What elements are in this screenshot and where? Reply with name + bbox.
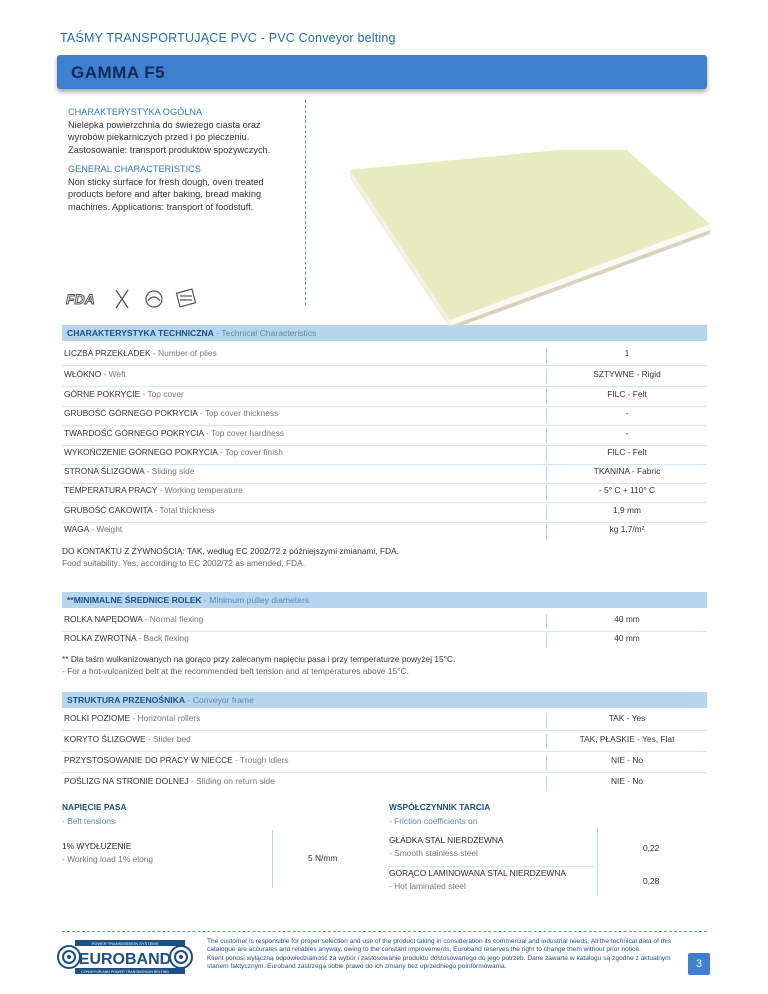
pulleys-title-en: - Minimum pulley diameters — [204, 595, 310, 605]
table-row: ROLKA NAPĘDOWA - Normal flexing 40 mm — [62, 614, 707, 632]
tension-value: 5 N/mm — [308, 853, 338, 863]
svg-text:CONVEYOR AND POWER TRANSMISSIO: CONVEYOR AND POWER TRANSMISSION BELTING — [81, 970, 169, 974]
svg-text:POWER TRANSMISSION SYSTEMS: POWER TRANSMISSION SYSTEMS — [91, 941, 159, 946]
euroband-logo — [57, 940, 193, 974]
friction-header — [389, 800, 707, 828]
table-row: TEMPERATURA PRACY - Working temperature - 5° C + 110° C — [62, 485, 707, 503]
table-row: KORYTO ŚLIZGOWE - Slider bed TAK, PŁASKIE - Yes, Flat — [62, 734, 707, 752]
tension-row — [62, 840, 153, 866]
table-row: WYKOŃCZENIE GÓRNEGO POKRYCIA - Top cover finish FILC - Felt — [62, 447, 707, 465]
dough-icon — [176, 289, 195, 307]
frame-title: STRUKTURA PRZENOŚNIKA — [67, 695, 186, 705]
technical-title: CHARAKTERYSTYKA TECHNICZNA — [67, 328, 214, 338]
characteristics-en-title: GENERAL CHARACTERISTICS — [68, 164, 201, 174]
characteristics-pl-text: Nielepka powierzchnia do świeżego ciasta oraz wyrobów piekarniczych przed i po pieczeniu. Zastosowanie: transport produktów spożywczych. — [68, 119, 271, 155]
footer-divider — [62, 931, 707, 932]
product-name: GAMMA F5 — [71, 63, 166, 82]
tension-header — [62, 800, 382, 828]
svg-text:FDA: FDA — [66, 291, 95, 307]
food-note — [62, 545, 399, 569]
cutlery-icon — [116, 290, 128, 308]
friction-row: GORĄCO LAMINOWANA STAL NIERDZEWNA - Hot laminated steel — [389, 868, 566, 891]
category-title — [60, 31, 396, 45]
friction-row: GŁADKA STAL NIERDZEWNA - Smooth stainless steel — [389, 835, 504, 858]
tension-divider — [272, 830, 273, 888]
category-pl: TAŚMY TRANSPORTUJĄCE PVC — [60, 31, 257, 45]
tension-label: 1% WYDŁUŻENIE — [62, 841, 132, 851]
friction-title: WSPÓŁCZYNNIK TARCIA — [389, 802, 491, 812]
food-note-pl: DO KONTAKTU Z ŻYWNOŚCIĄ: TAK, według EC 2002/72 z późniejszymi zmianami, FDA. — [62, 546, 399, 556]
belt-sample-image — [350, 150, 710, 330]
table-row: WAGA - Weight kg 1,7/m² — [62, 524, 707, 541]
pulleys-note — [62, 653, 455, 677]
food-note-en: Food suitability: Yes, according to EC 2002/72 as amended, FDA. — [62, 558, 306, 568]
disclaimer-pl: Klient ponosi wyłączną odpowiedzialność za wybór i zastosowanie produktu dostosowanego do jego potrzeb. Dane zawarte w katalogu są zgodne z aktualnym stanem faktycznym. Euroband zastrzega sobie prawo do ich zmiany bez uprzedniego poinformowania. — [207, 954, 671, 971]
table-row: GRUBOŚĆ GÓRNEGO POKRYCIA - Top cover thickness - — [62, 408, 707, 426]
disclaimer-en: The customer is responsible for proper selection and use of the product taking in consideration its commercial and industrial needs. All the technical data of this catalogue are accurates and reliables anyway, owing to the constant improvements, Euroband reserves the right to change them without prior notice. — [207, 938, 672, 954]
product-banner — [57, 55, 707, 89]
svg-text:EUROBAND: EUROBAND — [78, 951, 172, 968]
table-row: PRZYSTOSOWANIE DO PRACY W NIECCE - Trough idlers NIE - No — [62, 755, 707, 773]
pulleys-note-pl: ** Dla taśm wulkanizowanych na gorąco przy zalecanym napięciu pasa i przy temperaturze powyżej 15°C. — [62, 654, 456, 664]
pulleys-title: **MINIMALNE ŚREDNICE ROLEK — [67, 595, 202, 605]
table-row: LICZBA PRZEKŁADEK - Number of plies 1 — [62, 348, 707, 366]
technical-title-en: - Technical Characteristics — [216, 328, 317, 338]
table-row: WŁÓKNO - Weft SZTYWNE - Rigid — [62, 369, 707, 387]
friction-title-en: - Friction coefficients on — [389, 816, 478, 826]
category-en: - PVC Conveyor belting — [260, 31, 396, 45]
pulleys-header — [62, 592, 707, 608]
table-row: ROLKA ZWROTNA - Back flexing 40 mm — [62, 633, 707, 650]
tension-title-en: - Belt tensions — [62, 816, 116, 826]
friction-divider — [597, 828, 598, 896]
table-row: STRONA ŚLIZGOWA - Sliding side TKANINA - Fabric — [62, 466, 707, 484]
approval-icons — [66, 288, 216, 308]
tension-title: NAPIĘCIE PASA — [62, 802, 127, 812]
friction-value: 0,22 — [643, 843, 660, 853]
characteristics-en-text: Non sticky surface for fresh dough, oven treated products before and after baking, bread making machines. Applications: transport of foodstuff. — [68, 176, 264, 212]
table-row: TWARDOŚĆ GÓRNEGO POKRYCIA - Top cover hardness - — [62, 428, 707, 446]
table-row: ROLKI POZIOME - Horizontal rollers TAK - Yes — [62, 713, 707, 731]
friction-value: 0,28 — [643, 876, 660, 886]
vertical-divider — [305, 100, 306, 305]
characteristics-pl — [68, 106, 298, 156]
table-row: POŚLIZG NA STRONIE DOLNEJ - Sliding on return side NIE - No — [62, 776, 707, 793]
tension-label-en: - Working load 1% elong — [62, 854, 154, 864]
page-number: 3 — [688, 953, 710, 975]
fda-icon — [66, 291, 95, 307]
bread-icon — [146, 291, 162, 307]
characteristics-en — [68, 163, 298, 213]
table-row: GRUBOŚĆ CAKOWITA - Total thickness 1,9 mm — [62, 505, 707, 523]
pulleys-note-en: - For a hot-vulcanized belt at the recommended belt tension and at temperatures above 15°C. — [62, 666, 409, 676]
footer-disclaimer — [207, 938, 679, 972]
table-row: GÓRNE POKRYCIE - Top cover FILC - Felt — [62, 389, 707, 407]
characteristics-pl-title: CHARAKTERYSTYKA OGÓLNA — [68, 107, 203, 117]
frame-title-en: - Conveyor frame — [187, 695, 254, 705]
technical-header — [62, 325, 707, 341]
frame-header — [62, 692, 707, 708]
